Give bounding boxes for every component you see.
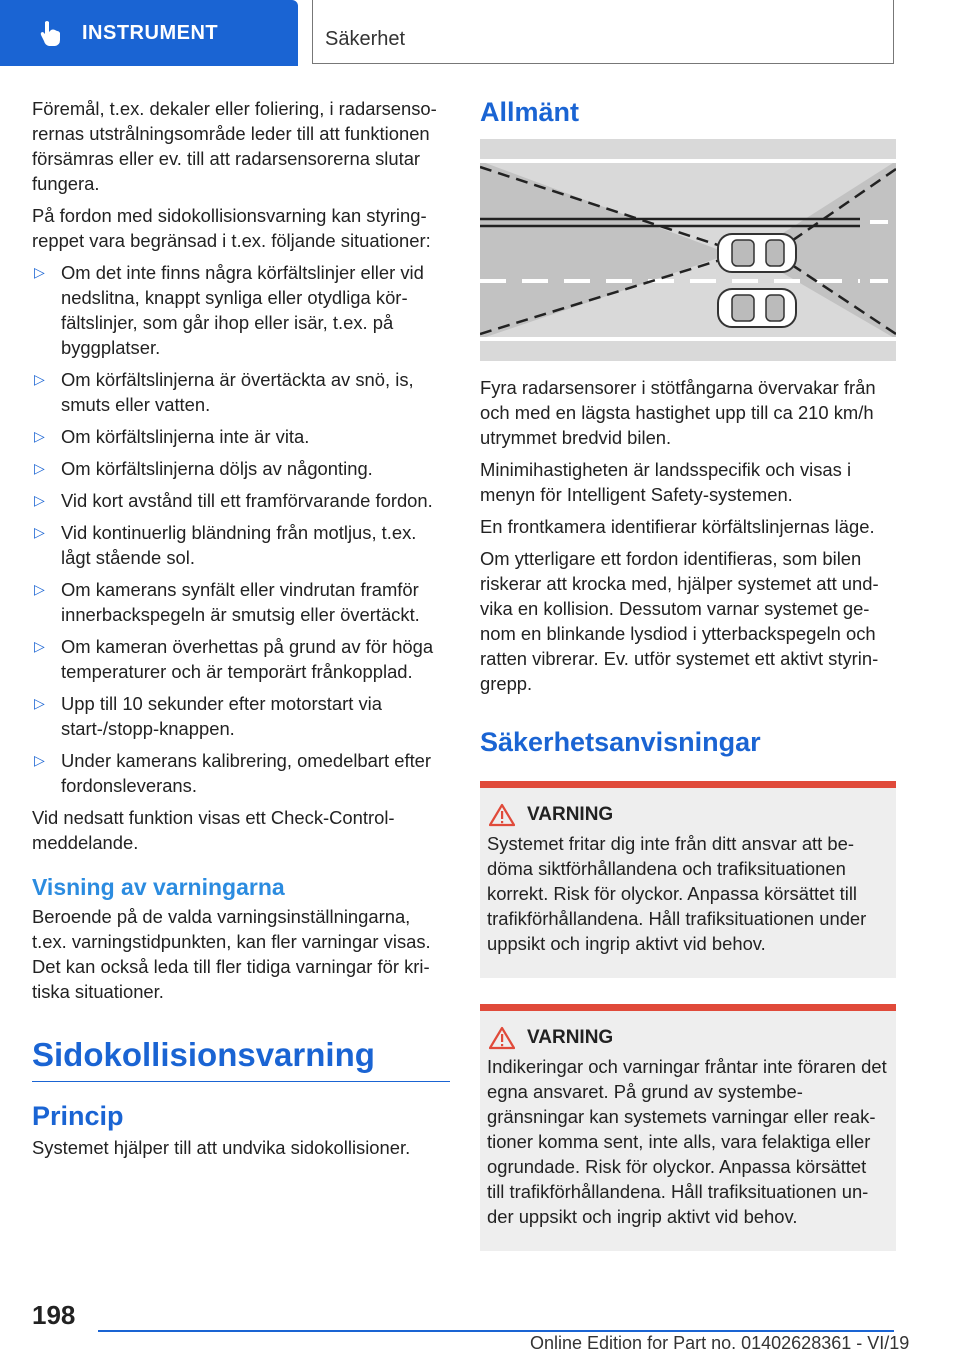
warning-title: VARNING	[487, 1025, 888, 1050]
warning-title: VARNING	[487, 802, 888, 827]
triangle-bullet-icon: ▷	[34, 371, 45, 387]
page-number: 198	[32, 1300, 76, 1330]
list-item: ▷ Om körfältslinjerna döljs av någonting.	[34, 458, 373, 479]
warning-text: Indikeringar och varningar fråntar inte föraren det egna ansvaret. På grund av systembegränsningar kan systemets varningar eller reaktioner komma sent, inte alls, vara felaktiga eller ogrundade. Risk för olyckor. Anpassa körsättet till trafikförhållandena. Håll trafiksituationen under uppsikt och ingrip aktivt vid behov.	[487, 1056, 887, 1227]
list-item: ▷ Om kamerans synfält eller vindrutan framför innerbackspegeln är smutsig eller övertäckt.	[34, 579, 420, 625]
paragraph: En frontkamera identifierar körfältslinjernas läge.	[480, 516, 875, 537]
principle-heading: Princip	[32, 1101, 124, 1131]
triangle-bullet-icon: ▷	[34, 428, 45, 444]
paragraph: Beroende på de valda varningsinställningarna, t.ex. varningstidpunkten, kan fler varningar visas. Det kan också leda till fler tidiga varningar för kritiska situationer.	[32, 906, 431, 1002]
safety-heading: Säkerhetsanvisningar	[480, 727, 761, 757]
list-item: ▷ Om körfältslinjerna inte är vita.	[34, 426, 310, 447]
triangle-bullet-icon: ▷	[34, 264, 45, 280]
list-item: ▷ Upp till 10 sekunder efter motorstart via start-/stopp-knappen.	[34, 693, 382, 739]
footer-divider	[98, 1330, 894, 1332]
radar-illustration	[480, 139, 896, 361]
paragraph: Fyra radarsensorer i stötfångarna övervakar från och med en lägsta hastighet upp till ca 210 km/h utrymmet bredvid bilen.	[480, 377, 876, 448]
warning-box	[480, 1004, 896, 1251]
triangle-bullet-icon: ▷	[34, 695, 45, 711]
triangle-bullet-icon: ▷	[34, 460, 45, 476]
warning-triangle-icon	[489, 803, 515, 827]
list-item: ▷ Vid kort avstånd till ett framförvarande fordon.	[34, 490, 433, 511]
sub-heading: Visning av varningarna	[32, 874, 285, 900]
warning-box	[480, 781, 896, 978]
triangle-bullet-icon: ▷	[34, 638, 45, 654]
triangle-bullet-icon: ▷	[34, 524, 45, 540]
road-radar-diagram	[480, 139, 896, 361]
list-item: ▷ Vid kontinuerlig bländning från motljus, t.ex. lågt stående sol.	[34, 522, 417, 568]
list-item: ▷ Om kameran överhettas på grund av för höga temperaturer och är temporärt frånkopplad.	[34, 636, 434, 682]
warning-triangle-icon	[489, 1026, 515, 1050]
triangle-bullet-icon: ▷	[34, 581, 45, 597]
edition-info: Online Edition for Part no. 01402628361 - VI/19	[530, 1333, 910, 1353]
right-column	[480, 97, 896, 1251]
car-icon	[718, 289, 796, 327]
paragraph: På fordon med sidokollisionsvarning kan styringreppet vara begränsad i t.ex. följande situationer:	[32, 205, 431, 251]
general-heading: Allmänt	[480, 97, 580, 127]
chapter-tab[interactable]	[0, 0, 298, 66]
situation-list	[32, 260, 450, 798]
list-item: ▷ Om körfältslinjerna är övertäckta av snö, is, smuts eller vatten.	[34, 369, 414, 415]
pointing-hand-icon	[36, 18, 66, 48]
paragraph: Minimihastigheten är landsspecifik och visas i menyn för Intelligent Safety-systemen.	[480, 459, 852, 505]
left-column	[32, 96, 450, 1167]
triangle-bullet-icon: ▷	[34, 752, 45, 768]
car-icon	[718, 234, 796, 272]
paragraph: Om ytterligare ett fordon identifieras, som bilen riskerar att krocka med, hjälper systemet att undvika en kollision. Dessutom varnar systemet genom en blinkande lysdiod i ytterbackspegeln och ratten vibrerar. Ev. utför systemet ett aktivt styringrepp.	[480, 548, 879, 694]
paragraph: Systemet hjälper till att undvika sidokollisioner.	[32, 1137, 411, 1158]
list-item: ▷ Om det inte finns några körfältslinjer eller vid nedslitna, knappt synliga eller otydliga körfältslinjer, som går ihop eller isär, t.ex. på byggplatser.	[34, 262, 424, 358]
section-heading: Sidokollisionsvarning	[32, 1042, 450, 1082]
list-item: ▷ Under kamerans kalibrering, omedelbart efter fordonsleverans.	[34, 750, 432, 796]
paragraph: Vid nedsatt funktion visas ett Check-Control-meddelande.	[32, 807, 395, 853]
triangle-bullet-icon: ▷	[34, 492, 45, 508]
warning-text: Systemet fritar dig inte från ditt ansvar att bedöma siktförhållandena och trafiksituationen korrekt. Risk för olyckor. Anpassa körsättet till trafikförhållandena. Håll trafiksituationen under uppsikt och ingrip aktivt vid behov.	[487, 833, 867, 954]
chapter-label: INSTRUMENT	[82, 21, 219, 44]
section-title: Säkerhet	[325, 28, 406, 50]
section-header	[312, 0, 894, 64]
paragraph: Föremål, t.ex. dekaler eller foliering, i radarsensorernas utstrålningsområde leder till att funktionen försämras eller ev. till att radarsensorerna slutar fungera.	[32, 98, 437, 194]
